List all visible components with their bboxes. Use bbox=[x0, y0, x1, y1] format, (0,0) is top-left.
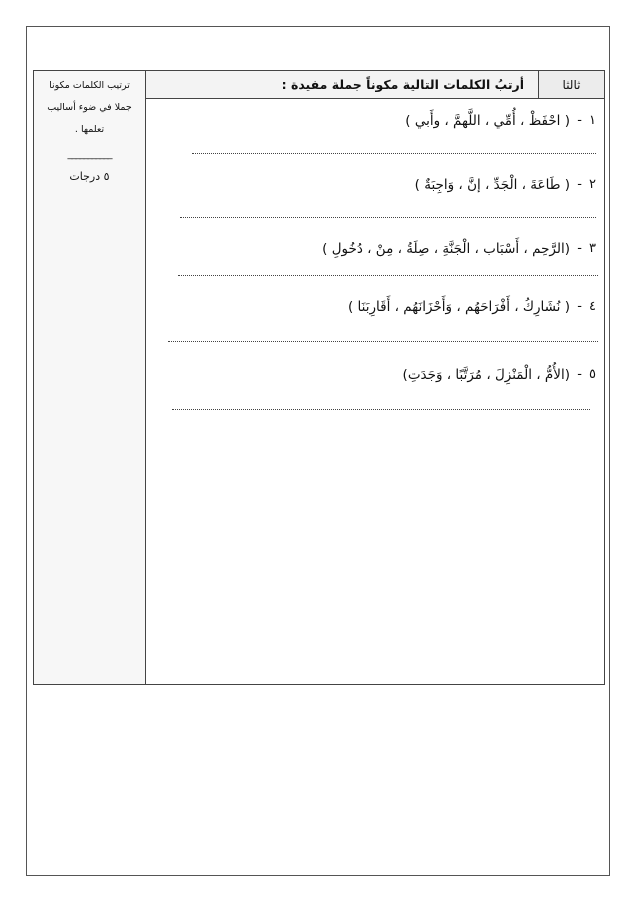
answer-line[interactable] bbox=[168, 341, 598, 342]
question-words: ( طَاعَةَ ، الْجَدِّ ، إنَّ ، وَاجِبَةٌ ) bbox=[414, 177, 570, 193]
question-number: ٤ bbox=[589, 299, 596, 314]
question-dash: - bbox=[577, 177, 582, 192]
question-words: (الأُمُّ ، الْمَنْزِلَ ، مُرَتَّبًا ، وَجَدَتِ) bbox=[402, 367, 570, 383]
question-words: ( احْفَظْ ، أُمِّي ، اللَّهمَّ ، وأَبي ) bbox=[405, 113, 570, 129]
answer-line[interactable] bbox=[172, 409, 590, 410]
question-item bbox=[146, 367, 604, 397]
question-dash: - bbox=[577, 241, 582, 256]
separator-line: ___________ bbox=[67, 149, 112, 160]
answer-line[interactable] bbox=[180, 217, 596, 218]
question-number: ١ bbox=[589, 113, 596, 128]
marks-column bbox=[34, 71, 146, 684]
answer-line[interactable] bbox=[192, 153, 596, 154]
question-title: أرتبُ الكلمات التالية مكوناً جملة مفيدة : bbox=[281, 77, 524, 92]
question-item bbox=[146, 299, 604, 329]
question-dash: - bbox=[577, 113, 582, 128]
marks-label: ٥ درجات bbox=[69, 170, 110, 183]
objective-text: ترتيب الكلمات مكونا جملا في ضوء أساليب تعلمها . bbox=[47, 80, 132, 135]
answer-line[interactable] bbox=[178, 275, 598, 276]
question-item bbox=[146, 177, 604, 207]
question-words: (الرَّحِم ، أَسْبَاب ، الْجَنَّةِ ، صِلَةُ ، مِنْ ، دُخُولِ ) bbox=[322, 241, 570, 257]
section-number: ثالثا bbox=[538, 71, 604, 98]
question-number: ٥ bbox=[589, 367, 596, 382]
question-words: ( نُشَارِكُ ، أَفْرَاحَهُم ، وَأَحْزَانَهُم ، أَقَارِبَنَا ) bbox=[347, 299, 570, 315]
worksheet-table bbox=[33, 70, 605, 685]
question-item bbox=[146, 241, 604, 271]
question-number: ٢ bbox=[589, 177, 596, 192]
question-number: ٣ bbox=[589, 241, 596, 256]
question-dash: - bbox=[577, 299, 582, 314]
question-item bbox=[146, 113, 604, 143]
question-dash: - bbox=[577, 367, 582, 382]
question-header bbox=[146, 71, 604, 99]
